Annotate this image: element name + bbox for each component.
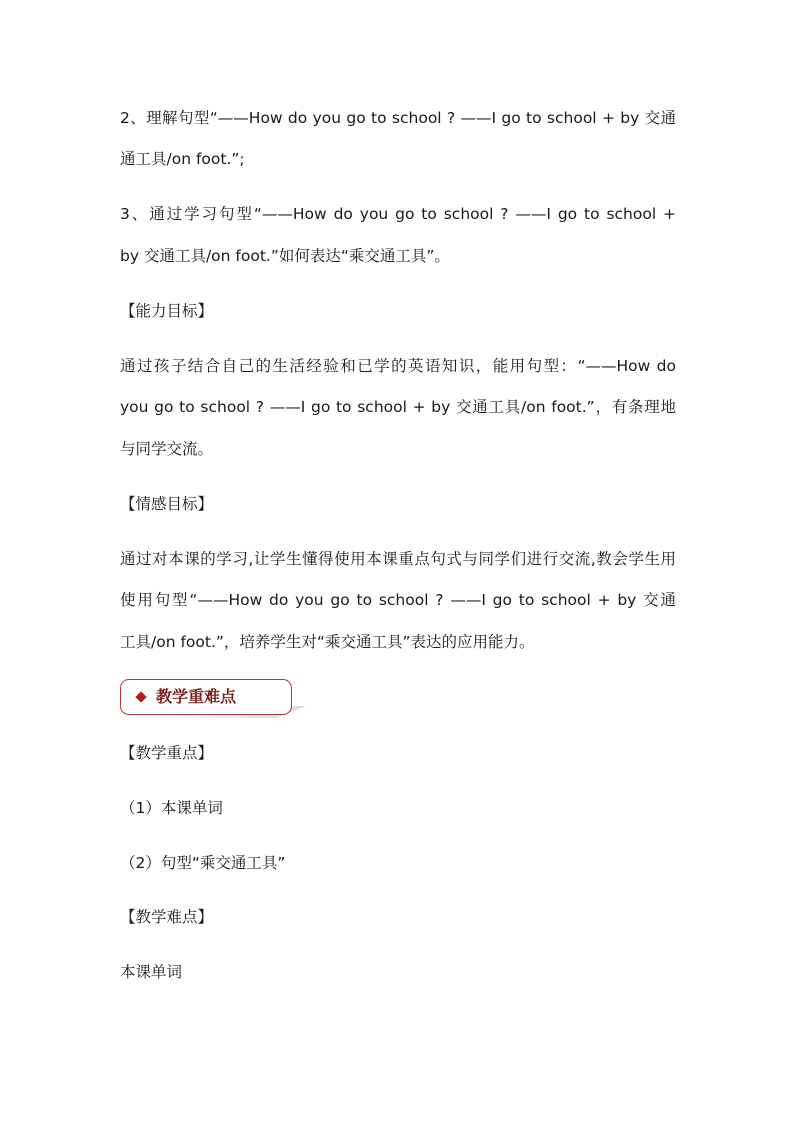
ability-text-line-2: you go to school ? ——I go to school + by 交通工具/on foot.”，有条理地 bbox=[120, 398, 676, 416]
ability-heading: 【能力目标】 bbox=[120, 302, 214, 320]
ability-text-line-1: 通过孩子结合自己的生活经验和已学的英语知识，能用句型：“——How do bbox=[120, 357, 676, 375]
objective-item-2-line-1: 2、理解句型“——How do you go to school ? ——I go to school + by 交通 bbox=[120, 109, 676, 127]
objective-item-3-line-2: by 交通工具/on foot.”如何表达“乘交通工具”。 bbox=[120, 247, 450, 265]
difficult-points-heading: 【教学难点】 bbox=[120, 908, 214, 926]
emotion-heading: 【情感目标】 bbox=[120, 495, 214, 513]
emotion-text-line-2: 使用句型“——How do you go to school ? ——I go to school + by 交通 bbox=[120, 591, 676, 609]
section-title: 教学重难点 bbox=[156, 687, 237, 706]
ability-text-line-3: 与同学交流。 bbox=[120, 440, 214, 458]
objective-item-3-line-1: 3、通过学习句型“——How do you go to school ? ——I go to school + bbox=[120, 205, 676, 223]
key-point-item-2: （2）句型“乘交通工具” bbox=[120, 854, 286, 872]
difficult-point-item-1: 本课单词 bbox=[120, 963, 183, 981]
key-point-item-1: （1）本课单词 bbox=[120, 799, 223, 817]
emotion-text-line-1: 通过对本课的学习,让学生懂得使用本课重点句式与同学们进行交流,教会学生用 bbox=[120, 550, 676, 568]
emotion-text-line-3: 工具/on foot.”，培养学生对“乘交通工具”表达的应用能力。 bbox=[120, 633, 535, 651]
key-points-heading: 【教学重点】 bbox=[120, 744, 214, 762]
objective-item-2-line-2: 通工具/on foot.”; bbox=[120, 150, 245, 168]
